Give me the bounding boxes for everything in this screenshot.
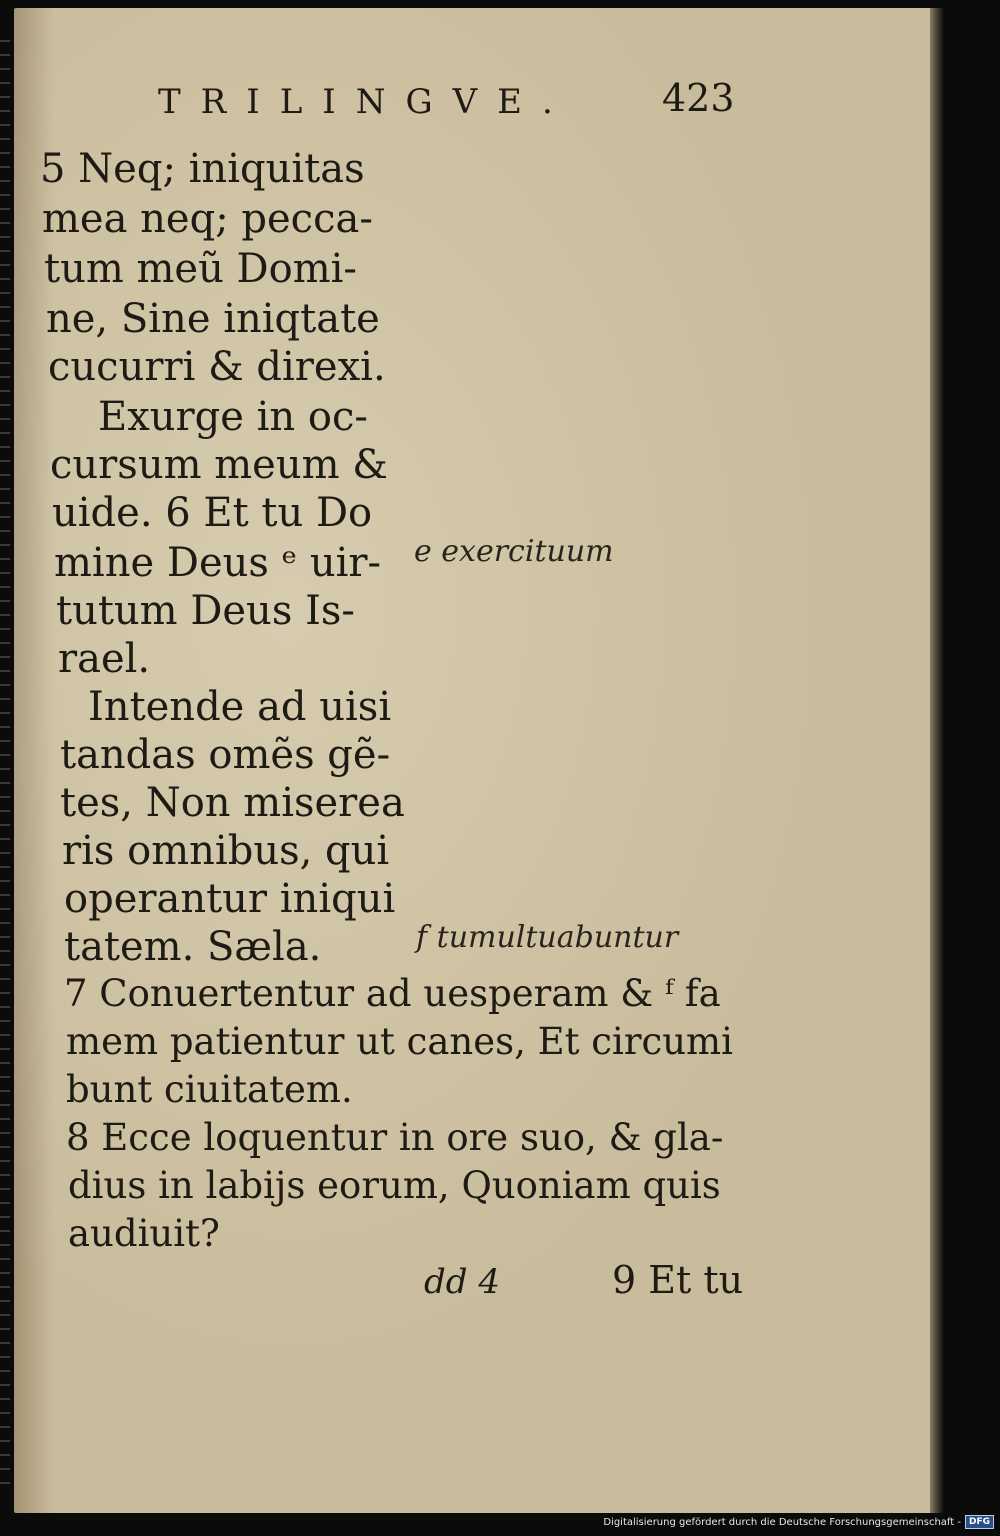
text-line: tutum Deus Is-: [56, 588, 355, 634]
catchword: 9 Et tu: [612, 1258, 744, 1302]
marginal-note: e exercituum: [414, 534, 614, 569]
text-line: operantur iniqui: [64, 876, 396, 922]
digitization-credit: [603, 1512, 994, 1532]
signature-mark: dd 4: [424, 1262, 500, 1302]
dfg-logo: DFG: [965, 1515, 994, 1529]
text-line: rael.: [58, 636, 151, 682]
text-line: ne, Sine iniqtate: [46, 296, 380, 342]
text-line: cursum meum &: [50, 442, 388, 488]
text-line: audiuit?: [68, 1212, 220, 1255]
running-title: TRILINGVE.: [158, 82, 573, 122]
text-line: tum meũ Domi-: [44, 246, 357, 292]
text-line: mem patientur ut canes, Et circumi: [66, 1020, 733, 1063]
text-line: Exurge in oc-: [98, 394, 368, 440]
credit-text: Digitalisierung gefördert durch die Deutsche Forschungsgemeinschaft -: [603, 1516, 961, 1528]
text-line: tandas omẽs gẽ-: [60, 732, 391, 778]
page-number: 423: [662, 76, 735, 120]
text-line: mea neq; pecca-: [42, 196, 373, 242]
text-line: bunt ciuitatem.: [66, 1068, 353, 1111]
text-line: mine Deus ᵉ uir-: [54, 540, 382, 586]
text-line: tatem. Sæla.: [64, 924, 322, 970]
text-line: ris omnibus, qui: [62, 828, 390, 874]
text-line: Intende ad uisi: [88, 684, 392, 730]
text-line: uide. 6 Et tu Do: [52, 490, 373, 536]
text-line: 7 Conuertentur ad uesperam & ᶠ fa: [64, 972, 721, 1015]
page-edge-shadow: [930, 8, 944, 1513]
text-line: 8 Ecce loquentur in ore suo, & gla-: [66, 1116, 724, 1159]
scan-edge-marks: [0, 40, 10, 1490]
text-line: tes, Non miserea: [60, 780, 405, 826]
marginal-note: f tumultuabuntur: [416, 920, 679, 955]
text-line: 5 Neq; iniquitas: [40, 146, 365, 192]
text-line: cucurri & direxi.: [48, 344, 386, 390]
text-line: dius in labijs eorum, Quoniam quis: [68, 1164, 721, 1207]
